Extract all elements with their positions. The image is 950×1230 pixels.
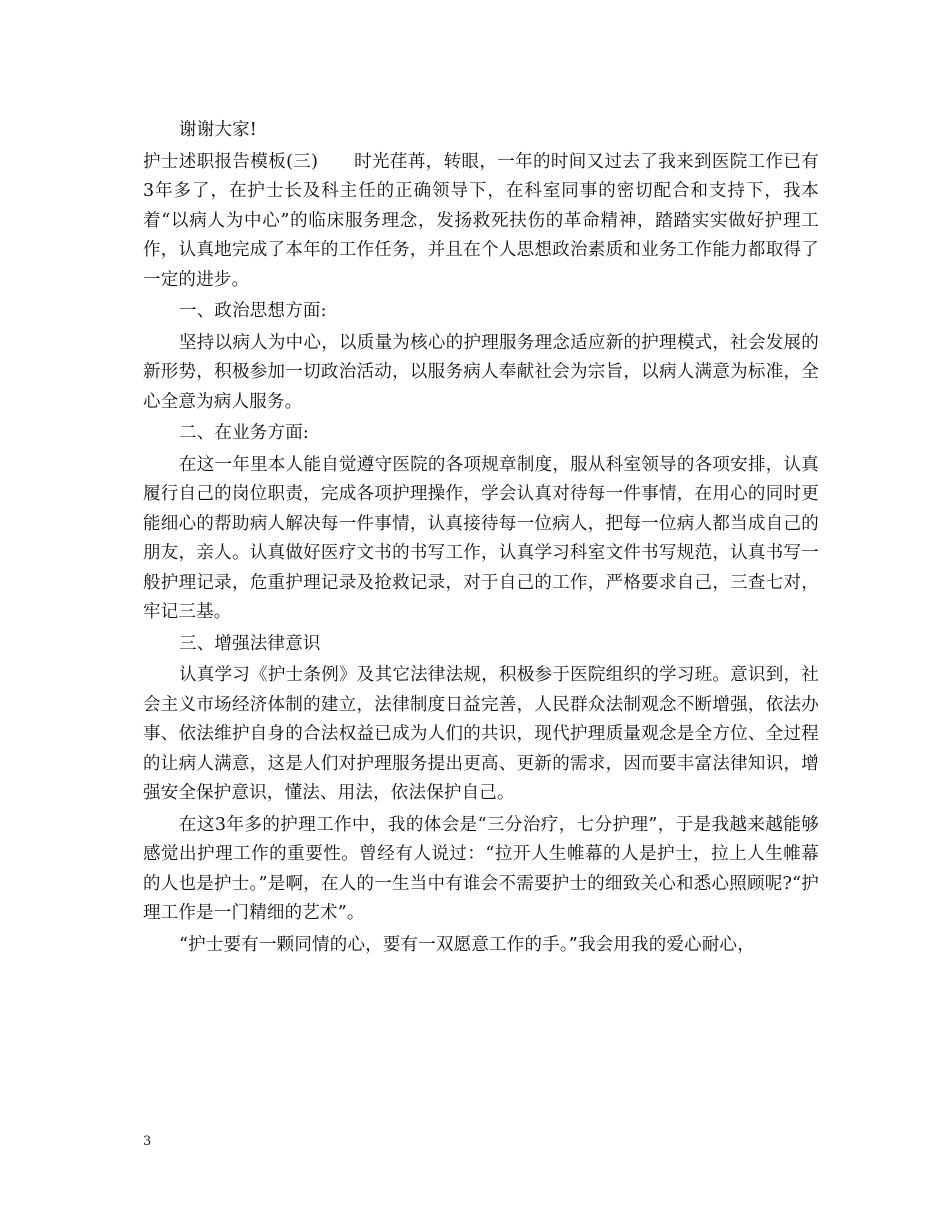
report-title-intro: 护士述职报告模板(三) 时光荏苒，转眼，一年的时间又过去了我来到医院工作已有3年多了，在护士长及科主任的正确领导下，在科室同事的密切配合和支持下，我本着“以病人为中心”的临床服务理念，发扬救死扶伤的革命精神，踏踏实实做好护理工作，认真地完成了本年的工作任务，并且在个人思想政治素质和业务工作能力都取得了一定的进步。 — [143, 151, 819, 290]
page-number: 3 — [143, 1134, 152, 1149]
section-heading-business: 二、在业务方面: — [179, 423, 309, 443]
paragraph-law: 认真学习《护士条例》及其它法律法规，积极参于医院组织的学习班。意识到，社会主义市场经济体制的建立，法律制度日益完善，人民群众法制观念不断增强，依法办事、依法维护自身的合法权益已成为人们的共识，现代护理质量观念是全方位、全过程的让病人满意，这是人们对护理服务提出更高、更新的需求，因而要丰富法律知识，增强安全保护意识，懂法、用法，依法保护自己。 — [143, 665, 819, 803]
section-heading-political: 一、政治思想方面: — [179, 301, 327, 321]
closing-thanks: 谢谢大家! — [179, 120, 258, 140]
paragraph-quote: “护士要有一颗同情的心，要有一双愿意工作的手。”我会用我的爱心耐心， — [179, 934, 755, 955]
document-body — [143, 116, 819, 962]
paragraph-business: 在这一年里本人能自觉遵守医院的各项规章制度，服从科室领导的各项安排，认真履行自己的岗位职责，完成各项护理操作，学会认真对待每一件事情，在用心的同时更能细心的帮助病人解决每一件事情，认真接待每一位病人，把每一位病人都当成自己的朋友，亲人。认真做好医疗文书的书写工作，认真学习科室文件书写规范，认真书写一般护理记录，危重护理记录及抢救记录，对于自己的工作，严格要求自己，三查七对，牢记三基。 — [143, 454, 819, 622]
paragraph-political: 坚持以病人为中心，以质量为核心的护理服务理念适应新的护理模式，社会发展的新形势，积极参加一切政治活动，以服务病人奉献社会为宗旨，以病人满意为标准，全心全意为病人服务。 — [143, 332, 819, 412]
paragraph-experience: 在这3年多的护理工作中，我的体会是“三分治疗，七分护理”，于是我越来越能够感觉出护理工作的重要性。曾经有人说过：“拉开人生帷幕的人是护士，拉上人生帷幕的人也是护士。”是啊，在人的一生当中有谁会不需要护士的细致关心和悉心照顾呢?“护理工作是一门精细的艺术”。 — [143, 814, 819, 923]
section-heading-law: 三、增强法律意识 — [179, 633, 321, 654]
